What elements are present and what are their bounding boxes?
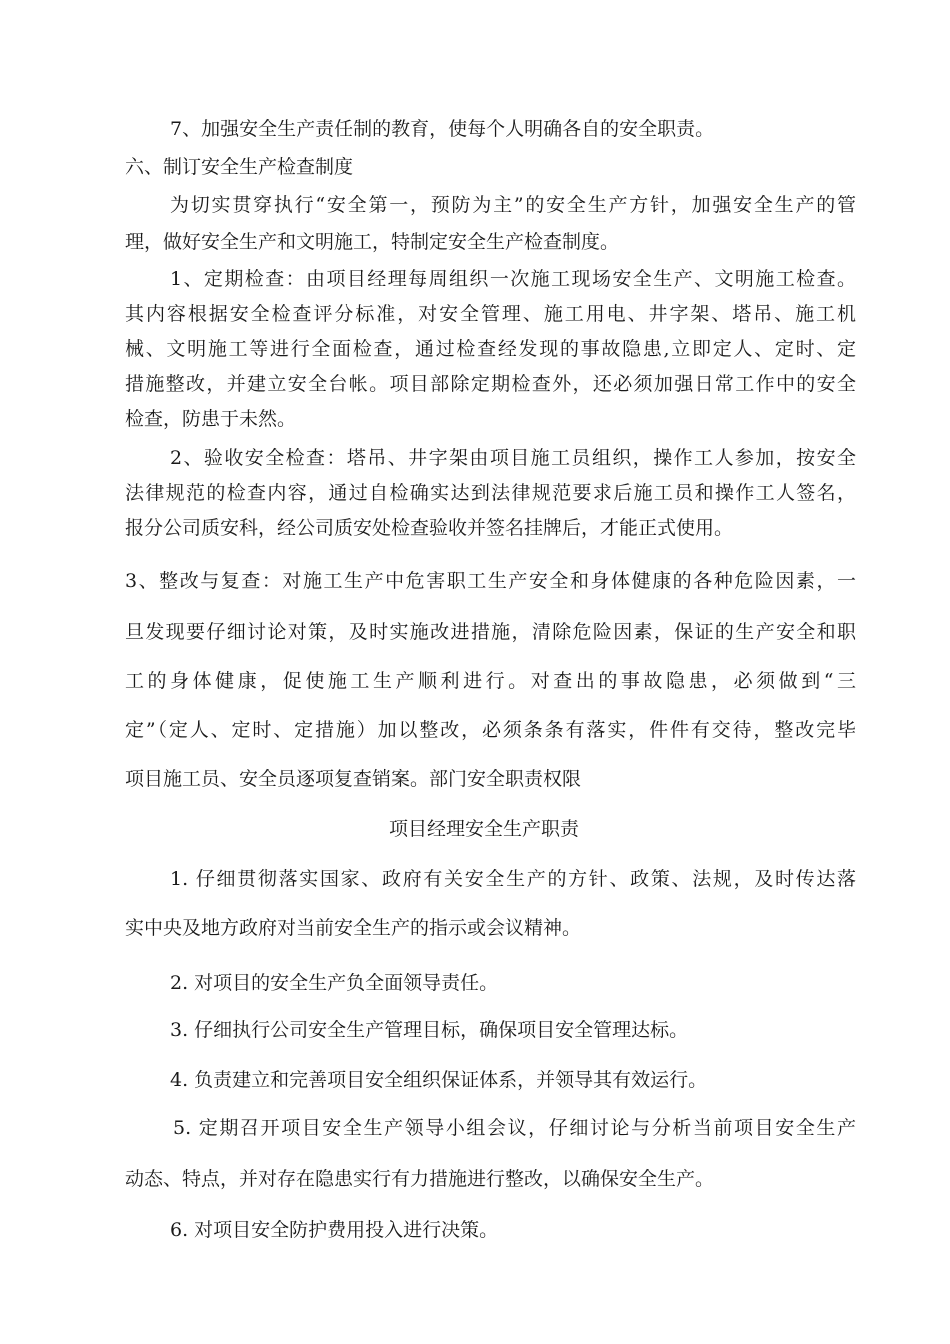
duty-item-1-line: 1. 仔细贯彻落实国家、政府有关安全生产的方针、政策、法规，及时传达落	[170, 868, 856, 890]
paragraph-line: 理，做好安全生产和文明施工，特制定安全生产检查制度。	[125, 231, 620, 253]
check-item-1-line: 械、文明施工等进行全面检查，通过检查经发现的事故隐患,立即定人、定时、定	[125, 338, 856, 360]
check-item-3-line: 工的身体健康，促使施工生产顺利进行。对查出的事故隐患，必须做到“三	[125, 670, 856, 692]
check-item-3-line: 3、整改与复查：对施工生产中危害职工生产安全和身体健康的各种危险因素，一	[125, 570, 856, 592]
duty-item-3: 3. 仔细执行公司安全生产管理目标，确保项目安全管理达标。	[170, 1019, 689, 1041]
section-6-heading: 六、制订安全生产检查制度	[125, 156, 354, 178]
check-item-3-line: 定”（定人、定时、定措施）加以整改，必须条条有落实，件件有交待，整改完毕	[125, 719, 856, 741]
duty-item-5-line: 5. 定期召开项目安全生产领导小组会议，仔细讨论与分析当前项目安全生产	[173, 1117, 856, 1139]
check-item-2-line: 报分公司质安科，经公司质安处检查验收并签名挂牌后，才能正式使用。	[125, 517, 734, 539]
check-item-3-line: 项目施工员、安全员逐项复查销案。部门安全职责权限	[125, 768, 582, 790]
check-item-1-line: 检查，防患于未然。	[125, 408, 297, 430]
check-item-1-line: 措施整改，并建立安全台帐。项目部除定期检查外，还必须加强日常工作中的安全	[125, 373, 856, 395]
item-7-text: 7、加强安全生产责任制的教育，使每个人明确各自的安全职责。	[170, 118, 715, 140]
duty-item-2: 2. 对项目的安全生产负全面领导责任。	[170, 972, 499, 994]
duty-item-4: 4. 负责建立和完善项目安全组织保证体系，并领导其有效运行。	[170, 1069, 708, 1091]
check-item-2-line: 2、验收安全检查：塔吊、井字架由项目施工员组织，操作工人参加，按安全	[170, 447, 856, 469]
check-item-1-line: 1、定期检查：由项目经理每周组织一次施工现场安全生产、文明施工检查。	[170, 268, 856, 290]
section-title: 项目经理安全生产职责	[389, 818, 580, 840]
check-item-1-line: 其内容根据安全检查评分标准，对安全管理、施工用电、井字架、塔吊、施工机	[125, 303, 856, 325]
paragraph-line: 为切实贯穿执行“安全第一，预防为主”的安全生产方针，加强安全生产的管	[170, 194, 856, 216]
duty-item-1-line: 实中央及地方政府对当前安全生产的指示或会议精神。	[125, 917, 582, 939]
duty-item-6: 6. 对项目安全防护费用投入进行决策。	[170, 1219, 499, 1241]
check-item-2-line: 法律规范的检查内容，通过自检确实达到法律规范要求后施工员和操作工人签名，	[125, 482, 856, 504]
check-item-3-line: 旦发现要仔细讨论对策，及时实施改进措施，清除危险因素，保证的生产安全和职	[125, 621, 856, 643]
duty-item-5-line: 动态、特点，并对存在隐患实行有力措施进行整改，以确保安全生产。	[125, 1168, 715, 1190]
